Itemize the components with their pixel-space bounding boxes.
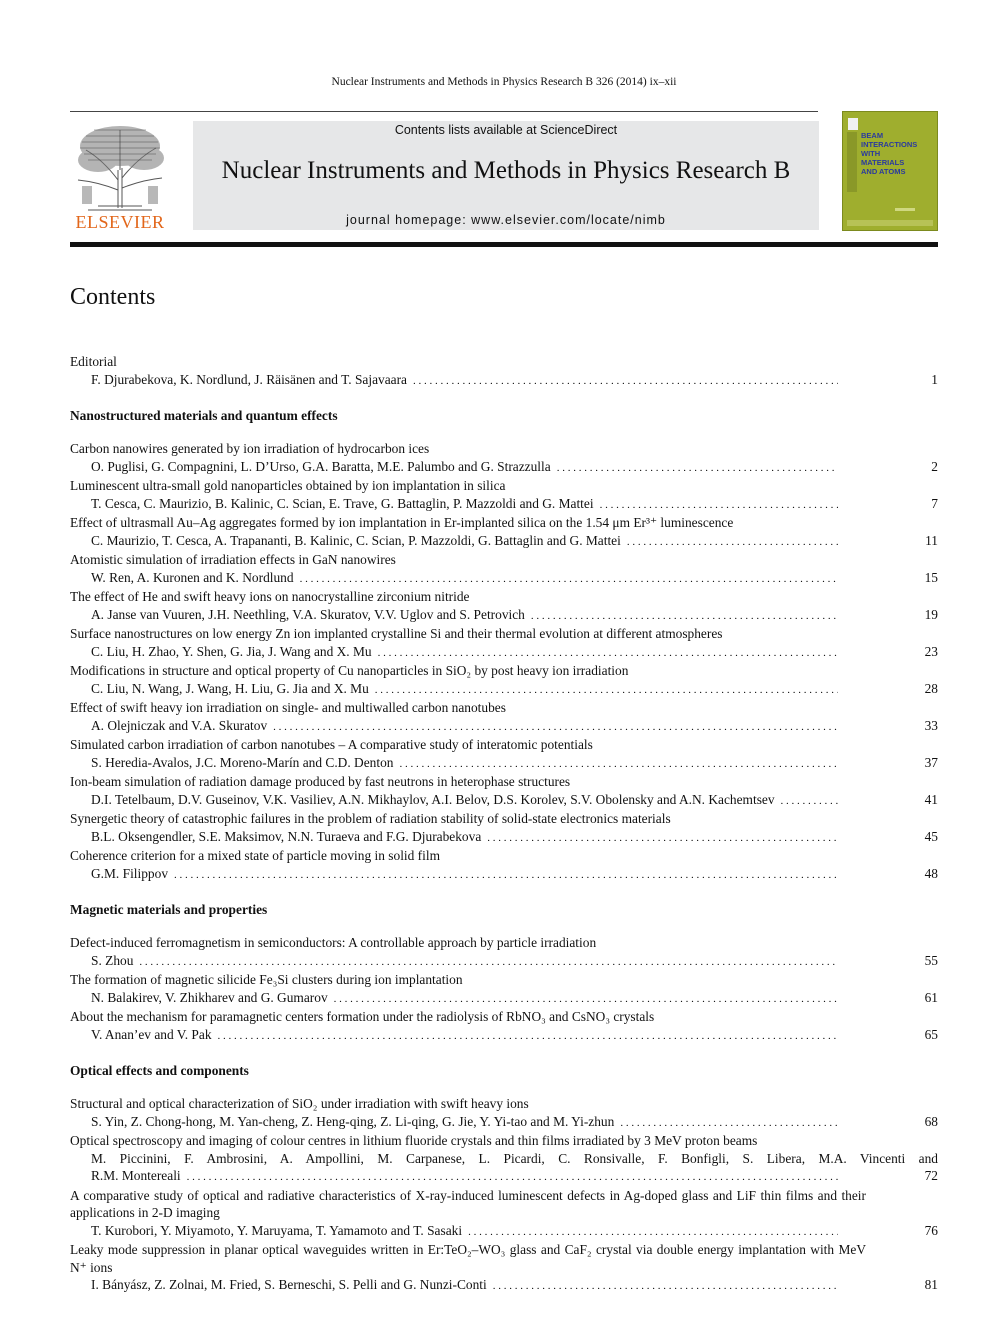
article-page: 23 (924, 643, 938, 659)
article-title: Simulated carbon irradiation of carbon nanotubes – A comparative study of interatomic potentials (70, 737, 593, 752)
article-authors: S. Yin, Z. Chong-hong, M. Yan-cheng, Z. Heng-qing, Z. Li-qing, G. Jie, Y. Yi-tao and M. Yi-zhun (91, 1113, 615, 1129)
leader-dots (139, 954, 838, 972)
editorial-authors: F. Djurabekova, K. Nordlund, J. Räisänen and T. Sajavaara (91, 371, 408, 387)
toc-entry[interactable] (70, 847, 938, 884)
leader-dots (413, 373, 838, 391)
article-title: Atomistic simulation of irradiation effects in GaN nanowires (70, 552, 396, 567)
leader-dots (620, 1115, 838, 1133)
article-page: 81 (924, 1277, 938, 1292)
toc-entry[interactable] (70, 1008, 938, 1045)
toc-entry[interactable] (70, 1095, 938, 1132)
article-page: 68 (924, 1113, 938, 1129)
section-heading: Magnetic materials and properties (70, 902, 268, 917)
article-page: 19 (924, 606, 938, 622)
section-entries (70, 1095, 938, 1296)
article-authors: O. Puglisi, G. Compagnini, L. D’Urso, G.A. Baratta, M.E. Palumbo and G. Strazzulla (91, 458, 551, 474)
leader-dots (600, 497, 838, 515)
article-authors: V. Anan’ev and V. Pak (91, 1026, 212, 1042)
article-page: 41 (924, 791, 938, 807)
journal-homepage[interactable]: journal homepage: www.elsevier.com/locate/nimb (346, 213, 666, 227)
leader-dots (174, 867, 838, 885)
article-authors: T. Cesca, C. Maurizio, B. Kalinic, C. Scian, E. Trave, G. Battaglin, P. Mazzoldi and G. Mattei (91, 495, 594, 511)
article-page: 61 (924, 989, 938, 1005)
cover-bar (847, 220, 933, 226)
article-page: 55 (924, 952, 938, 968)
article-title: Synergetic theory of catastrophic failures in the problem of radiation stability of solid-state electronics materials (70, 811, 671, 826)
article-title: Optical spectroscopy and imaging of colour centres in lithium fluoride crystals and thin films irradiated by 3 MeV proton beams (70, 1133, 758, 1148)
section-heading: Nanostructured materials and quantum effects (70, 408, 338, 423)
article-page: 72 (924, 1168, 938, 1183)
leader-dots (399, 756, 838, 774)
leader-dots (218, 1028, 838, 1046)
article-title: Coherence criterion for a mixed state of particle moving in solid film (70, 848, 440, 863)
leader-dots (187, 1169, 838, 1187)
journal-citation: Nuclear Instruments and Methods in Physics Research B 326 (2014) ix–xii (331, 76, 677, 88)
article-authors: C. Maurizio, T. Cesca, A. Trapananti, B. Kalinic, C. Scian, P. Mazzoldi, G. Battaglin and G. Mattei (91, 532, 621, 548)
header-rule (70, 111, 818, 112)
article-authors: D.I. Tetelbaum, D.V. Guseinov, V.K. Vasiliev, A.N. Mikhaylov, A.I. Belov, D.S. Korolev, S.V. Obolensky and A.N. Kachemtsev (91, 791, 775, 807)
cover-title: BEAM INTERACTIONS WITH MATERIALS AND ATOMS (861, 131, 918, 176)
article-title: Ion-beam simulation of radiation damage produced by fast neutrons in heterophase structures (70, 774, 571, 789)
toc-entry[interactable] (70, 551, 938, 588)
toc-entry[interactable] (70, 514, 938, 551)
article-authors-continued: M. Piccinini, F. Ambrosini, A. Ampollini, M. Carpanese, L. Picardi, C. Ronsivalle, F. Bonfigli, S. Libera, M.A. Vincenti and (91, 1150, 938, 1166)
article-page: 45 (924, 828, 938, 844)
leader-dots (468, 1224, 838, 1242)
article-title: Defect-induced ferromagnetism in semiconductors: A controllable approach by particle irradiation (70, 935, 597, 950)
leader-dots (375, 682, 838, 700)
article-title: Leaky mode suppression in planar optical waveguides written in Er:TeO₂–WO₃ glass and CaF₂ crystal via double energy implantation with MeV N⁺ ions (70, 1242, 866, 1275)
section-heading: Optical effects and components (70, 1063, 249, 1078)
toc-entry[interactable] (70, 934, 938, 971)
article-title: Carbon nanowires generated by ion irradiation of hydrocarbon ices (70, 441, 430, 456)
leader-dots (300, 571, 838, 589)
article-page: 7 (931, 495, 938, 511)
article-page: 33 (924, 717, 938, 733)
section-entries (70, 934, 938, 1045)
leader-dots (273, 719, 838, 737)
article-page: 15 (924, 569, 938, 585)
article-page: 11 (925, 532, 938, 548)
toc-entry[interactable] (70, 810, 938, 847)
contents-available[interactable]: Contents lists available at ScienceDirect (394, 123, 618, 137)
leader-dots (378, 645, 838, 663)
article-page: 48 (924, 865, 938, 881)
article-page: 76 (924, 1222, 938, 1238)
article-title: Effect of ultrasmall Au–Ag aggregates formed by ion implantation in Er-implanted silica on the 1.54 μm Er³⁺ luminescence (70, 515, 734, 530)
article-authors: C. Liu, N. Wang, J. Wang, H. Liu, G. Jia and X. Mu (91, 680, 369, 696)
publisher-name: ELSEVIER (75, 212, 165, 232)
article-authors: C. Liu, H. Zhao, Y. Shen, G. Jia, J. Wang and X. Mu (91, 643, 372, 659)
toc-entry[interactable] (70, 971, 938, 1008)
tree-icon (68, 120, 172, 212)
toc-entry[interactable] (70, 477, 938, 514)
journal-banner (193, 121, 819, 230)
toc-entry[interactable] (70, 625, 938, 662)
article-authors: B.L. Oksengendler, S.E. Maksimov, N.N. Turaeva and F.G. Djurabekova (91, 828, 482, 844)
leader-dots (781, 793, 838, 811)
toc-entry[interactable] (70, 699, 938, 736)
article-title: Modifications in structure and optical property of Cu nanoparticles in SiO₂ by post heavy ion irradiation (70, 663, 629, 678)
article-authors: T. Kurobori, Y. Miyamoto, Y. Maruyama, T. Yamamoto and T. Sasaki (91, 1222, 463, 1238)
leader-dots (627, 534, 838, 552)
toc-entry[interactable] (70, 1132, 938, 1187)
masthead-rule (70, 242, 938, 247)
journal-title: Nuclear Instruments and Methods in Physics Research B (221, 157, 791, 184)
article-authors: N. Balakirev, V. Zhikharev and G. Gumarov (91, 989, 328, 1005)
cover-logo-icon (848, 118, 858, 130)
article-title: The effect of He and swift heavy ions on nanocrystalline zirconium nitride (70, 589, 470, 604)
article-title: Effect of swift heavy ion irradiation on single- and multiwalled carbon nanotubes (70, 700, 506, 715)
leader-dots (334, 991, 838, 1009)
article-authors: S. Heredia-Avalos, J.C. Moreno-Marín and C.D. Denton (91, 754, 394, 770)
journal-cover (842, 111, 938, 231)
article-authors: A. Janse van Vuuren, J.H. Neethling, V.A. Skuratov, V.V. Uglov and S. Petrovich (91, 606, 525, 622)
leader-dots (493, 1278, 838, 1296)
leader-dots (487, 830, 838, 848)
article-authors: R.M. Montereali (91, 1168, 181, 1183)
article-authors: A. Olejniczak and V.A. Skuratov (91, 717, 268, 733)
page-title: Contents (70, 284, 156, 310)
article-authors: S. Zhou (91, 952, 134, 968)
editorial-title: Editorial (70, 354, 117, 369)
article-authors: I. Bányász, Z. Zolnai, M. Fried, S. Berneschi, S. Pelli and G. Nunzi-Conti (91, 1277, 487, 1292)
toc-entry[interactable] (70, 1187, 938, 1242)
toc-entry[interactable] (70, 588, 938, 625)
article-title: About the mechanism for paramagnetic centers formation under the radiolysis of RbNO₃ and CsNO₃ crystals (70, 1009, 655, 1024)
leader-dots (557, 460, 838, 478)
article-page: 65 (924, 1026, 938, 1042)
toc-entry[interactable] (70, 1241, 938, 1296)
article-title: Luminescent ultra-small gold nanoparticles obtained by ion implantation in silica (70, 478, 506, 493)
article-authors: W. Ren, A. Kuronen and K. Nordlund (91, 569, 294, 585)
section-entries (70, 440, 938, 884)
cover-mark (895, 208, 915, 211)
toc-entry[interactable] (70, 440, 938, 477)
toc-entry[interactable] (70, 736, 938, 773)
article-title: A comparative study of optical and radiative characteristics of X-ray-induced luminescent defects in Ag-doped glass and LiF thin films and their applications in 2-D imaging (70, 1187, 866, 1220)
toc-entry[interactable] (70, 662, 938, 699)
table-of-contents (70, 353, 938, 1296)
cover-strip (847, 132, 857, 192)
article-page: 37 (924, 754, 938, 770)
leader-dots (531, 608, 838, 626)
article-title: Structural and optical characterization of SiO₂ under irradiation with swift heavy ions (70, 1096, 529, 1111)
publisher-logo (68, 120, 172, 232)
article-title: The formation of magnetic silicide Fe₃Si clusters during ion implantation (70, 972, 463, 987)
toc-entry[interactable] (70, 773, 938, 810)
editorial-entry[interactable] (70, 353, 938, 390)
editorial-page: 1 (931, 371, 938, 387)
article-title: Surface nanostructures on low energy Zn ion implanted crystalline Si and their thermal evolution at different atmospheres (70, 626, 723, 641)
article-page: 28 (924, 680, 938, 696)
article-page: 2 (931, 458, 938, 474)
article-authors: G.M. Filippov (91, 865, 169, 881)
